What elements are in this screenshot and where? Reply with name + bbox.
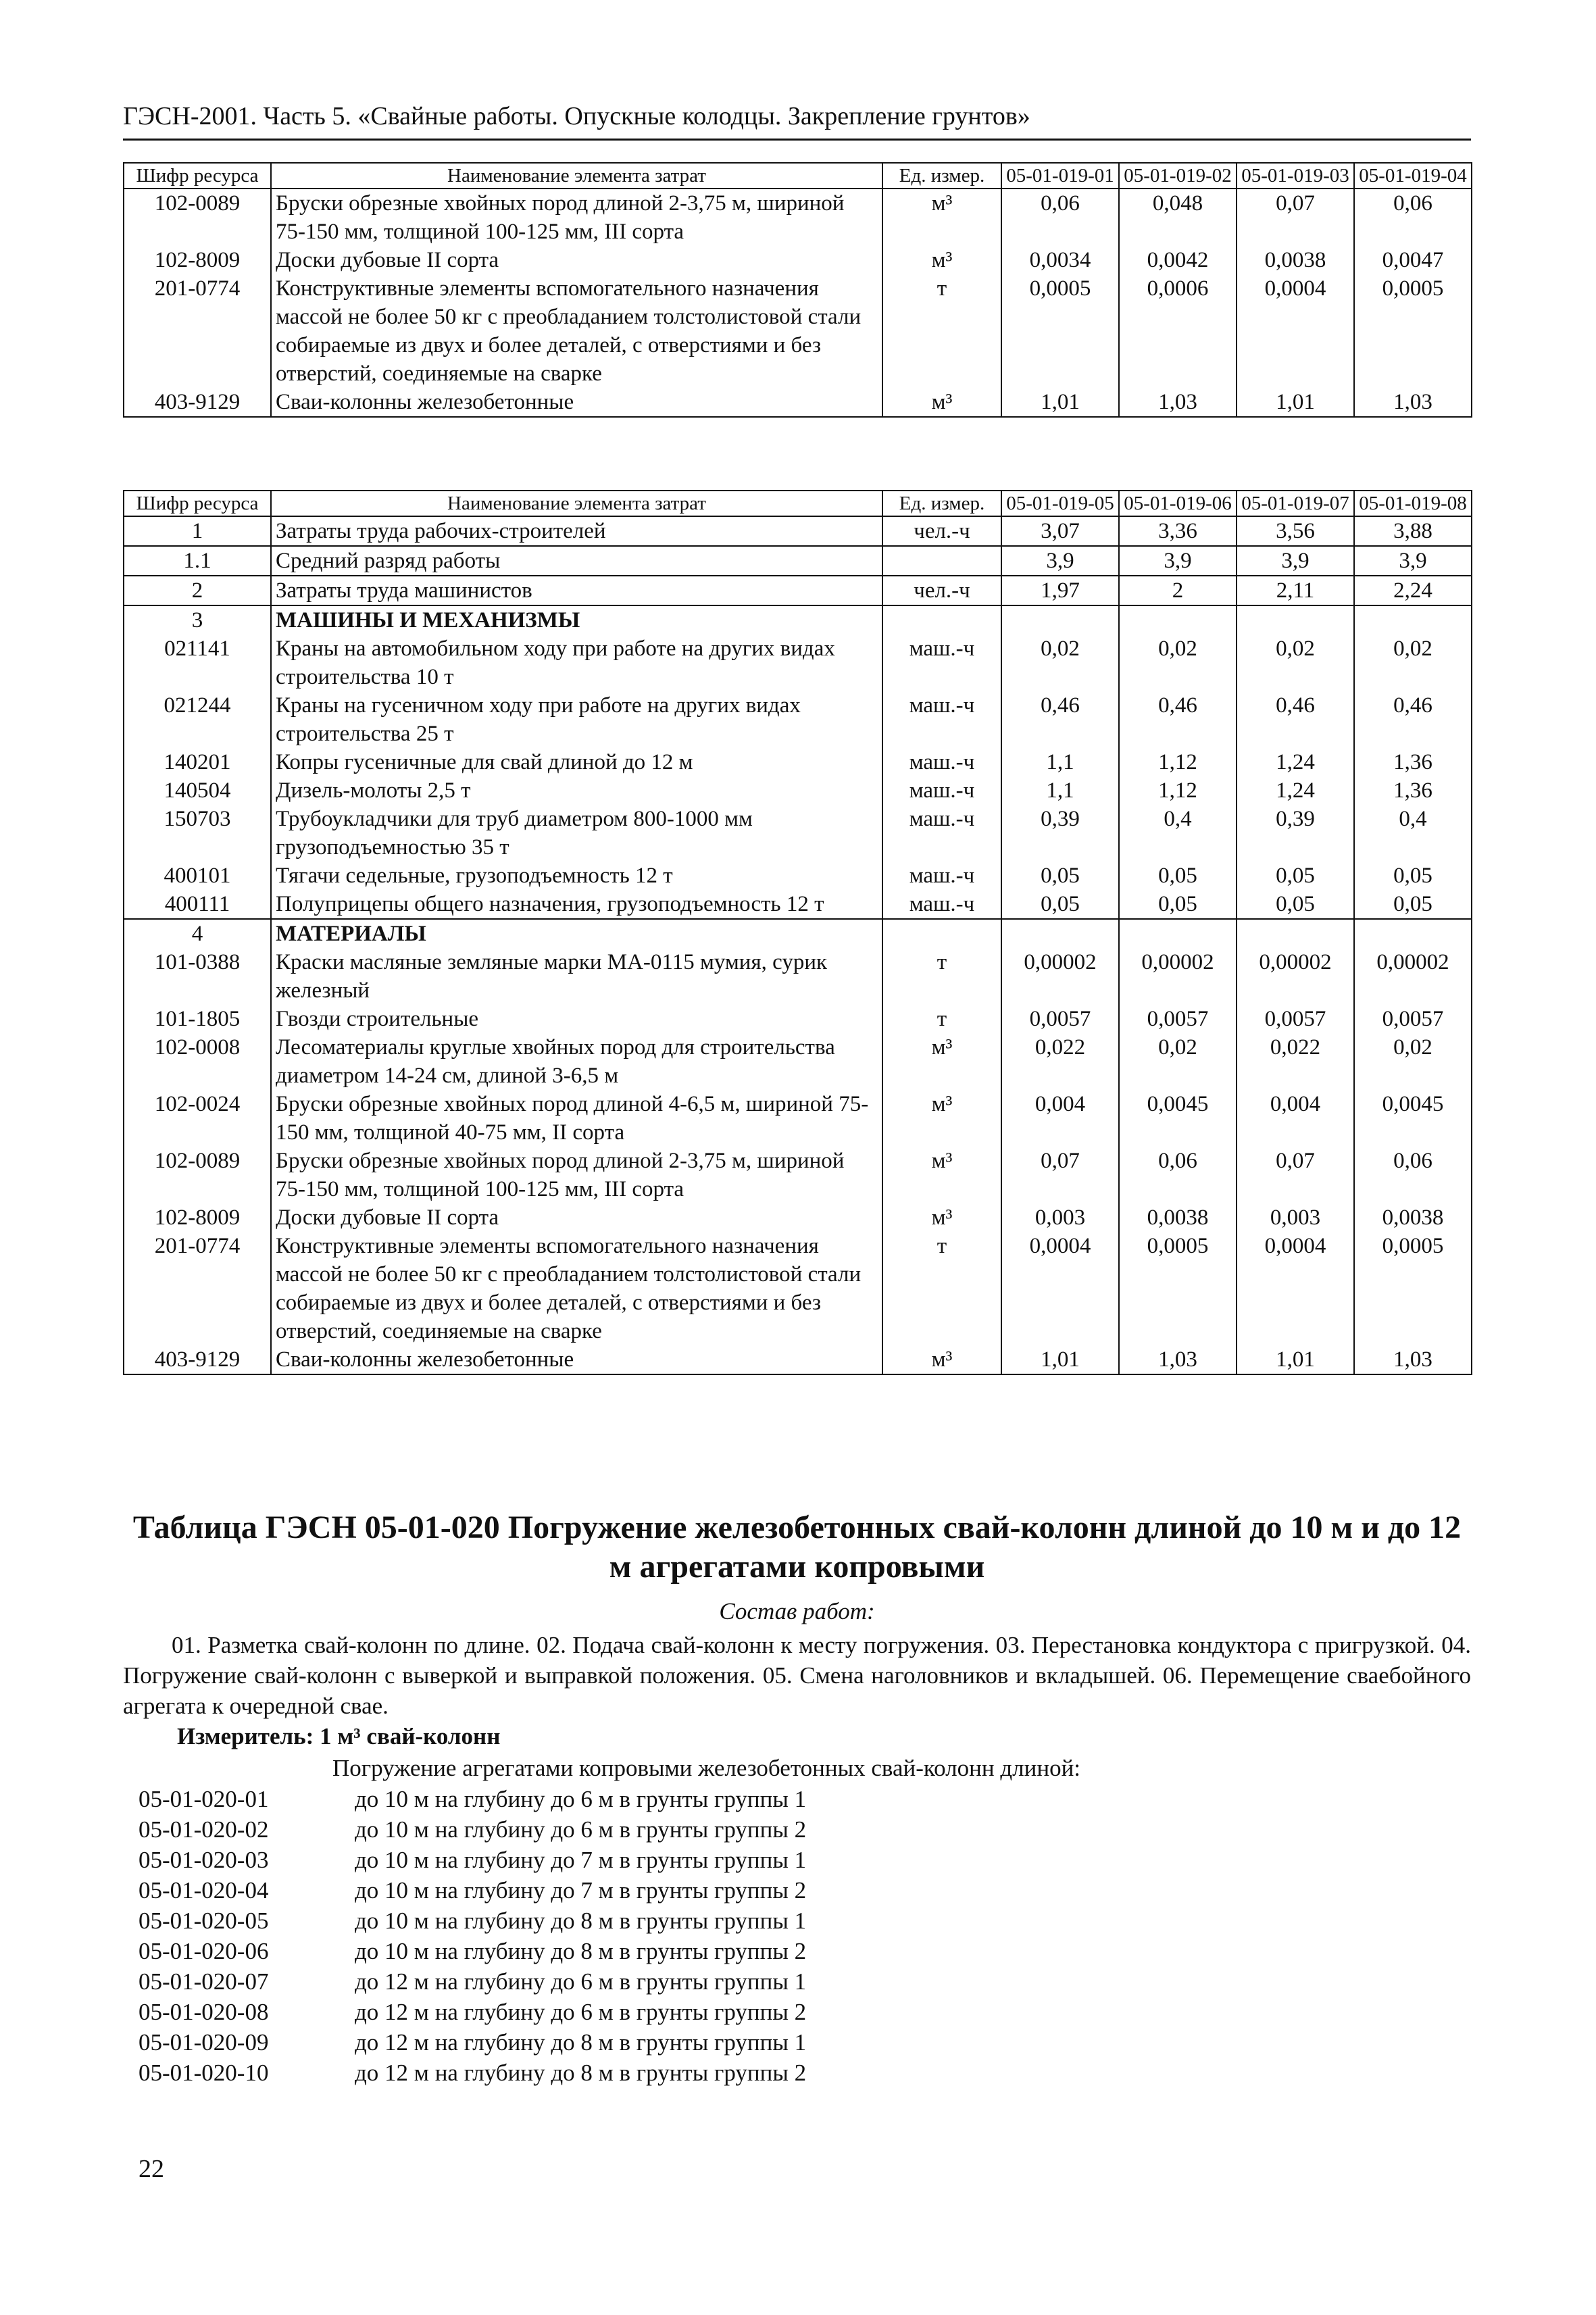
cell-name: Гвозди строительные [271,1005,882,1033]
table-row [124,1090,1472,1147]
cell-value: 0,022 [1237,1033,1354,1090]
cell-name: Затраты труда машинистов [271,576,882,605]
cell-code: 102-0024 [124,1090,271,1147]
cell-unit: м³ [882,1345,1001,1374]
cell-value: 1,01 [1237,1345,1354,1374]
table-row [124,246,1472,274]
cell-name: Затраты труда рабочих-строителей [271,516,882,546]
cell-value: 1,03 [1354,388,1472,417]
table-header-row [124,163,1472,189]
page-header: ГЭСН-2001. Часть 5. «Свайные работы. Опускные колодцы. Закрепление грунтов» [123,102,1030,130]
cell-value: 0,0005 [1119,1232,1237,1345]
item-description: до 10 м на глубину до 7 м в грунты группы 2 [355,1877,807,1903]
cell-unit: чел.-ч [882,576,1001,605]
cell-value [1354,605,1472,634]
cell-name: Доски дубовые II сорта [271,246,882,274]
cell-value: 1,03 [1119,1345,1237,1374]
cell-value: 0,004 [1001,1090,1119,1147]
cell-code: 201-0774 [124,1232,271,1345]
cell-value: 0,02 [1354,1033,1472,1090]
cell-value: 3,9 [1354,546,1472,576]
cell-code: 140201 [124,748,271,776]
cell-unit: м³ [882,388,1001,417]
cell-unit: чел.-ч [882,516,1001,546]
cell-name: Бруски обрезные хвойных пород длиной 2-3,75 м, шириной 75-150 мм, толщиной 100-125 мм, III сорта [271,189,882,246]
cell-value: 0,0057 [1237,1005,1354,1033]
cell-code: 4 [124,919,271,948]
page-number: 22 [139,2155,164,2183]
cell-value: 0,05 [1001,890,1119,919]
cell-name: Трубоукладчики для труб диаметром 800-1000 мм грузоподъемностью 35 т [271,805,882,862]
table-row [124,691,1472,748]
cell-value: 1,01 [1237,388,1354,417]
cell-value: 0,004 [1237,1090,1354,1147]
header-rule [123,139,1471,141]
cell-value: 0,0005 [1354,1232,1472,1345]
cell-value: 2 [1119,576,1237,605]
cell-value: 2,24 [1354,576,1472,605]
table-row [124,919,1472,948]
cell-value: 0,00002 [1001,948,1119,1005]
table-row [124,1005,1472,1033]
list-item [139,1906,806,1936]
cell-value: 0,46 [1237,691,1354,748]
cell-value: 0,07 [1237,1147,1354,1203]
cell-value: 0,05 [1354,862,1472,890]
col-header: Наименование элемента затрат [271,491,882,516]
cell-value: 0,39 [1001,805,1119,862]
cell-code: 2 [124,576,271,605]
cell-name: Лесоматериалы круглые хвойных пород для строительства диаметром 14-24 см, длиной 3-6,5 м [271,1033,882,1090]
col-header: Ед. измер. [882,163,1001,189]
cell-value: 0,02 [1119,634,1237,691]
table-body [124,189,1472,417]
cell-value: 0,00002 [1119,948,1237,1005]
cell-name: Сваи-колонны железобетонные [271,388,882,417]
cell-unit: т [882,1005,1001,1033]
table-row [124,748,1472,776]
item-code: 05-01-020-06 [139,1938,269,1964]
cell-value: 3,07 [1001,516,1119,546]
cell-value: 0,0004 [1001,1232,1119,1345]
cell-value: 1,97 [1001,576,1119,605]
code-list [139,1784,806,2088]
cell-value: 0,0045 [1119,1090,1237,1147]
cell-value: 0,003 [1237,1203,1354,1232]
list-item [139,1936,806,1966]
item-code: 05-01-020-09 [139,2029,269,2056]
cell-code: 403-9129 [124,1345,271,1374]
cell-value: 0,05 [1354,890,1472,919]
codes-intro: Погружение агрегатами копровыми железобетонных свай-колонн длиной: [332,1755,1081,1781]
cell-code: 102-0008 [124,1033,271,1090]
table-row [124,1033,1472,1090]
cell-value: 3,36 [1119,516,1237,546]
cell-unit: т [882,948,1001,1005]
item-code: 05-01-020-08 [139,1999,269,2025]
cell-value: 0,06 [1354,189,1472,246]
col-header: 05-01-019-03 [1237,163,1354,189]
cell-value: 0,0057 [1119,1005,1237,1033]
col-header: 05-01-019-05 [1001,491,1119,516]
cell-name: Дизель-молоты 2,5 т [271,776,882,805]
col-header: Шифр ресурса [124,163,271,189]
cell-value: 3,56 [1237,516,1354,546]
cell-unit: маш.-ч [882,890,1001,919]
cell-value: 1,36 [1354,776,1472,805]
cell-code: 1 [124,516,271,546]
table-resources-1 [123,162,1472,418]
cell-code: 102-0089 [124,1147,271,1203]
cell-value: 0,0057 [1354,1005,1472,1033]
cell-value: 0,022 [1001,1033,1119,1090]
cell-value: 0,0034 [1001,246,1119,274]
table-row [124,862,1472,890]
col-header: Наименование элемента затрат [271,163,882,189]
item-code: 05-01-020-02 [139,1816,269,1843]
work-composition-text: 01. Разметка свай-колонн по длине. 02. Подача свай-колонн к месту погружения. 03. Перестановка кондуктора с пригрузкой. 04. Погружение свай-колонн с выверкой и выправкой положения. 05. Смена наголовников и вкладышей. 06. Перемещение сваебойного агрегата к очередной свае. [123,1632,1471,1719]
cell-unit [882,605,1001,634]
cell-value: 1,01 [1001,388,1119,417]
table-header-row [124,491,1472,516]
cell-code: 403-9129 [124,388,271,417]
table-resources-2 [123,490,1472,1375]
cell-code: 102-0089 [124,189,271,246]
item-description: до 10 м на глубину до 7 м в грунты группы 1 [355,1847,807,1873]
cell-value: 0,048 [1119,189,1237,246]
cell-name: Конструктивные элементы вспомогательного назначения массой не более 50 кг с преобладанием толстолистовой стали собираемые из двух и более деталей, с отверстиями и без отверстий, соединяемые на сварке [271,274,882,388]
col-header: 05-01-019-01 [1001,163,1119,189]
table-row [124,274,1472,388]
cell-value: 1,12 [1119,776,1237,805]
cell-value: 2,11 [1237,576,1354,605]
cell-value: 1,01 [1001,1345,1119,1374]
list-item [139,2027,806,2058]
table-body [124,516,1472,1374]
col-header: Шифр ресурса [124,491,271,516]
cell-code: 102-8009 [124,1203,271,1232]
cell-value: 0,0042 [1119,246,1237,274]
cell-value: 3,9 [1119,546,1237,576]
list-item [139,1966,806,1997]
cell-code: 021244 [124,691,271,748]
item-code: 05-01-020-07 [139,1968,269,1995]
work-composition-heading: Состав работ: [719,1598,875,1624]
cell-unit: маш.-ч [882,862,1001,890]
item-code: 05-01-020-04 [139,1877,269,1903]
cell-value: 0,05 [1001,862,1119,890]
cell-code: 140504 [124,776,271,805]
cell-unit: маш.-ч [882,634,1001,691]
cell-value: 0,0045 [1354,1090,1472,1147]
section-title: Таблица ГЭСН 05-01-020 Погружение железобетонных свай-колонн длиной до 10 м и до 12 м агрегатами копровыми [132,1510,1462,1585]
cell-code: 101-1805 [124,1005,271,1033]
cell-value: 0,0038 [1119,1203,1237,1232]
cell-value: 0,0047 [1354,246,1472,274]
list-item [139,1814,806,1845]
cell-value: 1,1 [1001,748,1119,776]
cell-value [1001,919,1119,948]
cell-value: 0,4 [1354,805,1472,862]
table-row [124,546,1472,576]
table-row [124,516,1472,546]
cell-name: Полуприцепы общего назначения, грузоподъемность 12 т [271,890,882,919]
cell-value: 0,0004 [1237,1232,1354,1345]
table-row [124,1147,1472,1203]
cell-unit: м³ [882,189,1001,246]
list-item [139,2058,806,2088]
cell-unit: т [882,1232,1001,1345]
table-row [124,1345,1472,1374]
cell-value: 0,0006 [1119,274,1237,388]
cell-name: Средний разряд работы [271,546,882,576]
cell-value: 0,4 [1119,805,1237,862]
cell-code: 1.1 [124,546,271,576]
cell-unit: маш.-ч [882,776,1001,805]
cell-value: 0,00002 [1354,948,1472,1005]
item-description: до 12 м на глубину до 6 м в грунты группы 1 [355,1968,807,1995]
col-header: 05-01-019-07 [1237,491,1354,516]
item-code: 05-01-020-03 [139,1847,269,1873]
item-description: до 10 м на глубину до 8 м в грунты группы 2 [355,1938,807,1964]
list-item [139,1784,806,1814]
cell-value: 1,12 [1119,748,1237,776]
cell-value: 0,46 [1354,691,1472,748]
item-code: 05-01-020-10 [139,2060,269,2086]
col-header: Ед. измер. [882,491,1001,516]
cell-value: 0,39 [1237,805,1354,862]
cell-unit: маш.-ч [882,748,1001,776]
cell-value: 0,05 [1119,890,1237,919]
cell-value: 0,07 [1001,1147,1119,1203]
cell-name: Краны на автомобильном ходу при работе на других видах строительства 10 т [271,634,882,691]
col-header: 05-01-019-06 [1119,491,1237,516]
cell-value: 1,03 [1119,388,1237,417]
cell-value [1119,919,1237,948]
table-row [124,776,1472,805]
cell-name: Сваи-колонны железобетонные [271,1345,882,1374]
item-description: до 12 м на глубину до 8 м в грунты группы 2 [355,2060,807,2086]
cell-name: Бруски обрезные хвойных пород длиной 2-3,75 м, шириной 75-150 мм, толщиной 100-125 мм, III сорта [271,1147,882,1203]
cell-value: 0,003 [1001,1203,1119,1232]
cell-value: 0,0038 [1354,1203,1472,1232]
cell-code: 400111 [124,890,271,919]
cell-value: 0,00002 [1237,948,1354,1005]
cell-value: 1,24 [1237,748,1354,776]
cell-value: 0,05 [1237,862,1354,890]
cell-value [1237,919,1354,948]
cell-value: 0,46 [1001,691,1119,748]
cell-unit: м³ [882,1033,1001,1090]
cell-value: 0,02 [1119,1033,1237,1090]
list-item [139,1845,806,1875]
cell-code: 201-0774 [124,274,271,388]
table-row [124,1232,1472,1345]
cell-value [1237,605,1354,634]
cell-name: Краски масляные земляные марки МА-0115 мумия, сурик железный [271,948,882,1005]
cell-name: Краны на гусеничном ходу при работе на других видах строительства 25 т [271,691,882,748]
table-row [124,890,1472,919]
item-description: до 10 м на глубину до 8 м в грунты группы 1 [355,1908,807,1934]
cell-unit: м³ [882,1147,1001,1203]
col-header: 05-01-019-08 [1354,491,1472,516]
table-row [124,634,1472,691]
cell-value: 1,1 [1001,776,1119,805]
cell-value [1354,919,1472,948]
cell-value: 1,03 [1354,1345,1472,1374]
cell-unit: м³ [882,1203,1001,1232]
table-row [124,388,1472,417]
list-item [139,1875,806,1906]
cell-value: 1,36 [1354,748,1472,776]
cell-value: 0,0005 [1001,274,1119,388]
item-description: до 12 м на глубину до 6 м в грунты группы 2 [355,1999,807,2025]
cell-value: 0,0057 [1001,1005,1119,1033]
table-row [124,189,1472,246]
item-description: до 12 м на глубину до 8 м в грунты группы 1 [355,2029,807,2056]
cell-unit: маш.-ч [882,691,1001,748]
cell-name: Бруски обрезные хвойных пород длиной 4-6,5 м, шириной 75-150 мм, толщиной 40-75 мм, II сорта [271,1090,882,1147]
table-row [124,805,1472,862]
item-code: 05-01-020-05 [139,1908,269,1934]
cell-name: Доски дубовые II сорта [271,1203,882,1232]
cell-unit: маш.-ч [882,805,1001,862]
cell-code: 3 [124,605,271,634]
cell-value: 3,9 [1001,546,1119,576]
table-row [124,576,1472,605]
cell-value [1119,605,1237,634]
cell-unit: т [882,274,1001,388]
item-description: до 10 м на глубину до 6 м в грунты группы 1 [355,1786,807,1812]
cell-value: 3,88 [1354,516,1472,546]
table-row [124,605,1472,634]
cell-value: 0,02 [1354,634,1472,691]
table-row [124,1203,1472,1232]
cell-unit [882,546,1001,576]
cell-value: 0,46 [1119,691,1237,748]
cell-value: 0,0038 [1237,246,1354,274]
cell-code: 102-8009 [124,246,271,274]
cell-value: 0,07 [1237,189,1354,246]
col-header: 05-01-019-04 [1354,163,1472,189]
cell-value: 0,06 [1119,1147,1237,1203]
cell-value: 0,06 [1354,1147,1472,1203]
cell-value [1001,605,1119,634]
item-description: до 10 м на глубину до 6 м в грунты группы 2 [355,1816,807,1843]
cell-name: Конструктивные элементы вспомогательного назначения массой не более 50 кг с преобладанием толстолистовой стали собираемые из двух и более деталей, с отверстиями и без отверстий, соединяемые на сварке [271,1232,882,1345]
cell-value: 3,9 [1237,546,1354,576]
measure-unit: Измеритель: 1 м³ свай-колонн [177,1723,501,1749]
table-row [124,948,1472,1005]
cell-value: 0,02 [1237,634,1354,691]
cell-name: Тягачи седельные, грузоподъемность 12 т [271,862,882,890]
item-code: 05-01-020-01 [139,1786,269,1812]
cell-name: МАТЕРИАЛЫ [271,919,882,948]
cell-name: МАШИНЫ И МЕХАНИЗМЫ [271,605,882,634]
cell-code: 150703 [124,805,271,862]
cell-value: 0,05 [1237,890,1354,919]
cell-value: 0,0004 [1237,274,1354,388]
list-item [139,1997,806,2027]
cell-value: 0,05 [1119,862,1237,890]
cell-code: 101-0388 [124,948,271,1005]
cell-name: Копры гусеничные для свай длиной до 12 м [271,748,882,776]
cell-value: 0,0005 [1354,274,1472,388]
cell-code: 400101 [124,862,271,890]
cell-value: 0,06 [1001,189,1119,246]
cell-unit: м³ [882,1090,1001,1147]
cell-unit: м³ [882,246,1001,274]
cell-unit [882,919,1001,948]
col-header: 05-01-019-02 [1119,163,1237,189]
cell-value: 1,24 [1237,776,1354,805]
cell-value: 0,02 [1001,634,1119,691]
cell-code: 021141 [124,634,271,691]
